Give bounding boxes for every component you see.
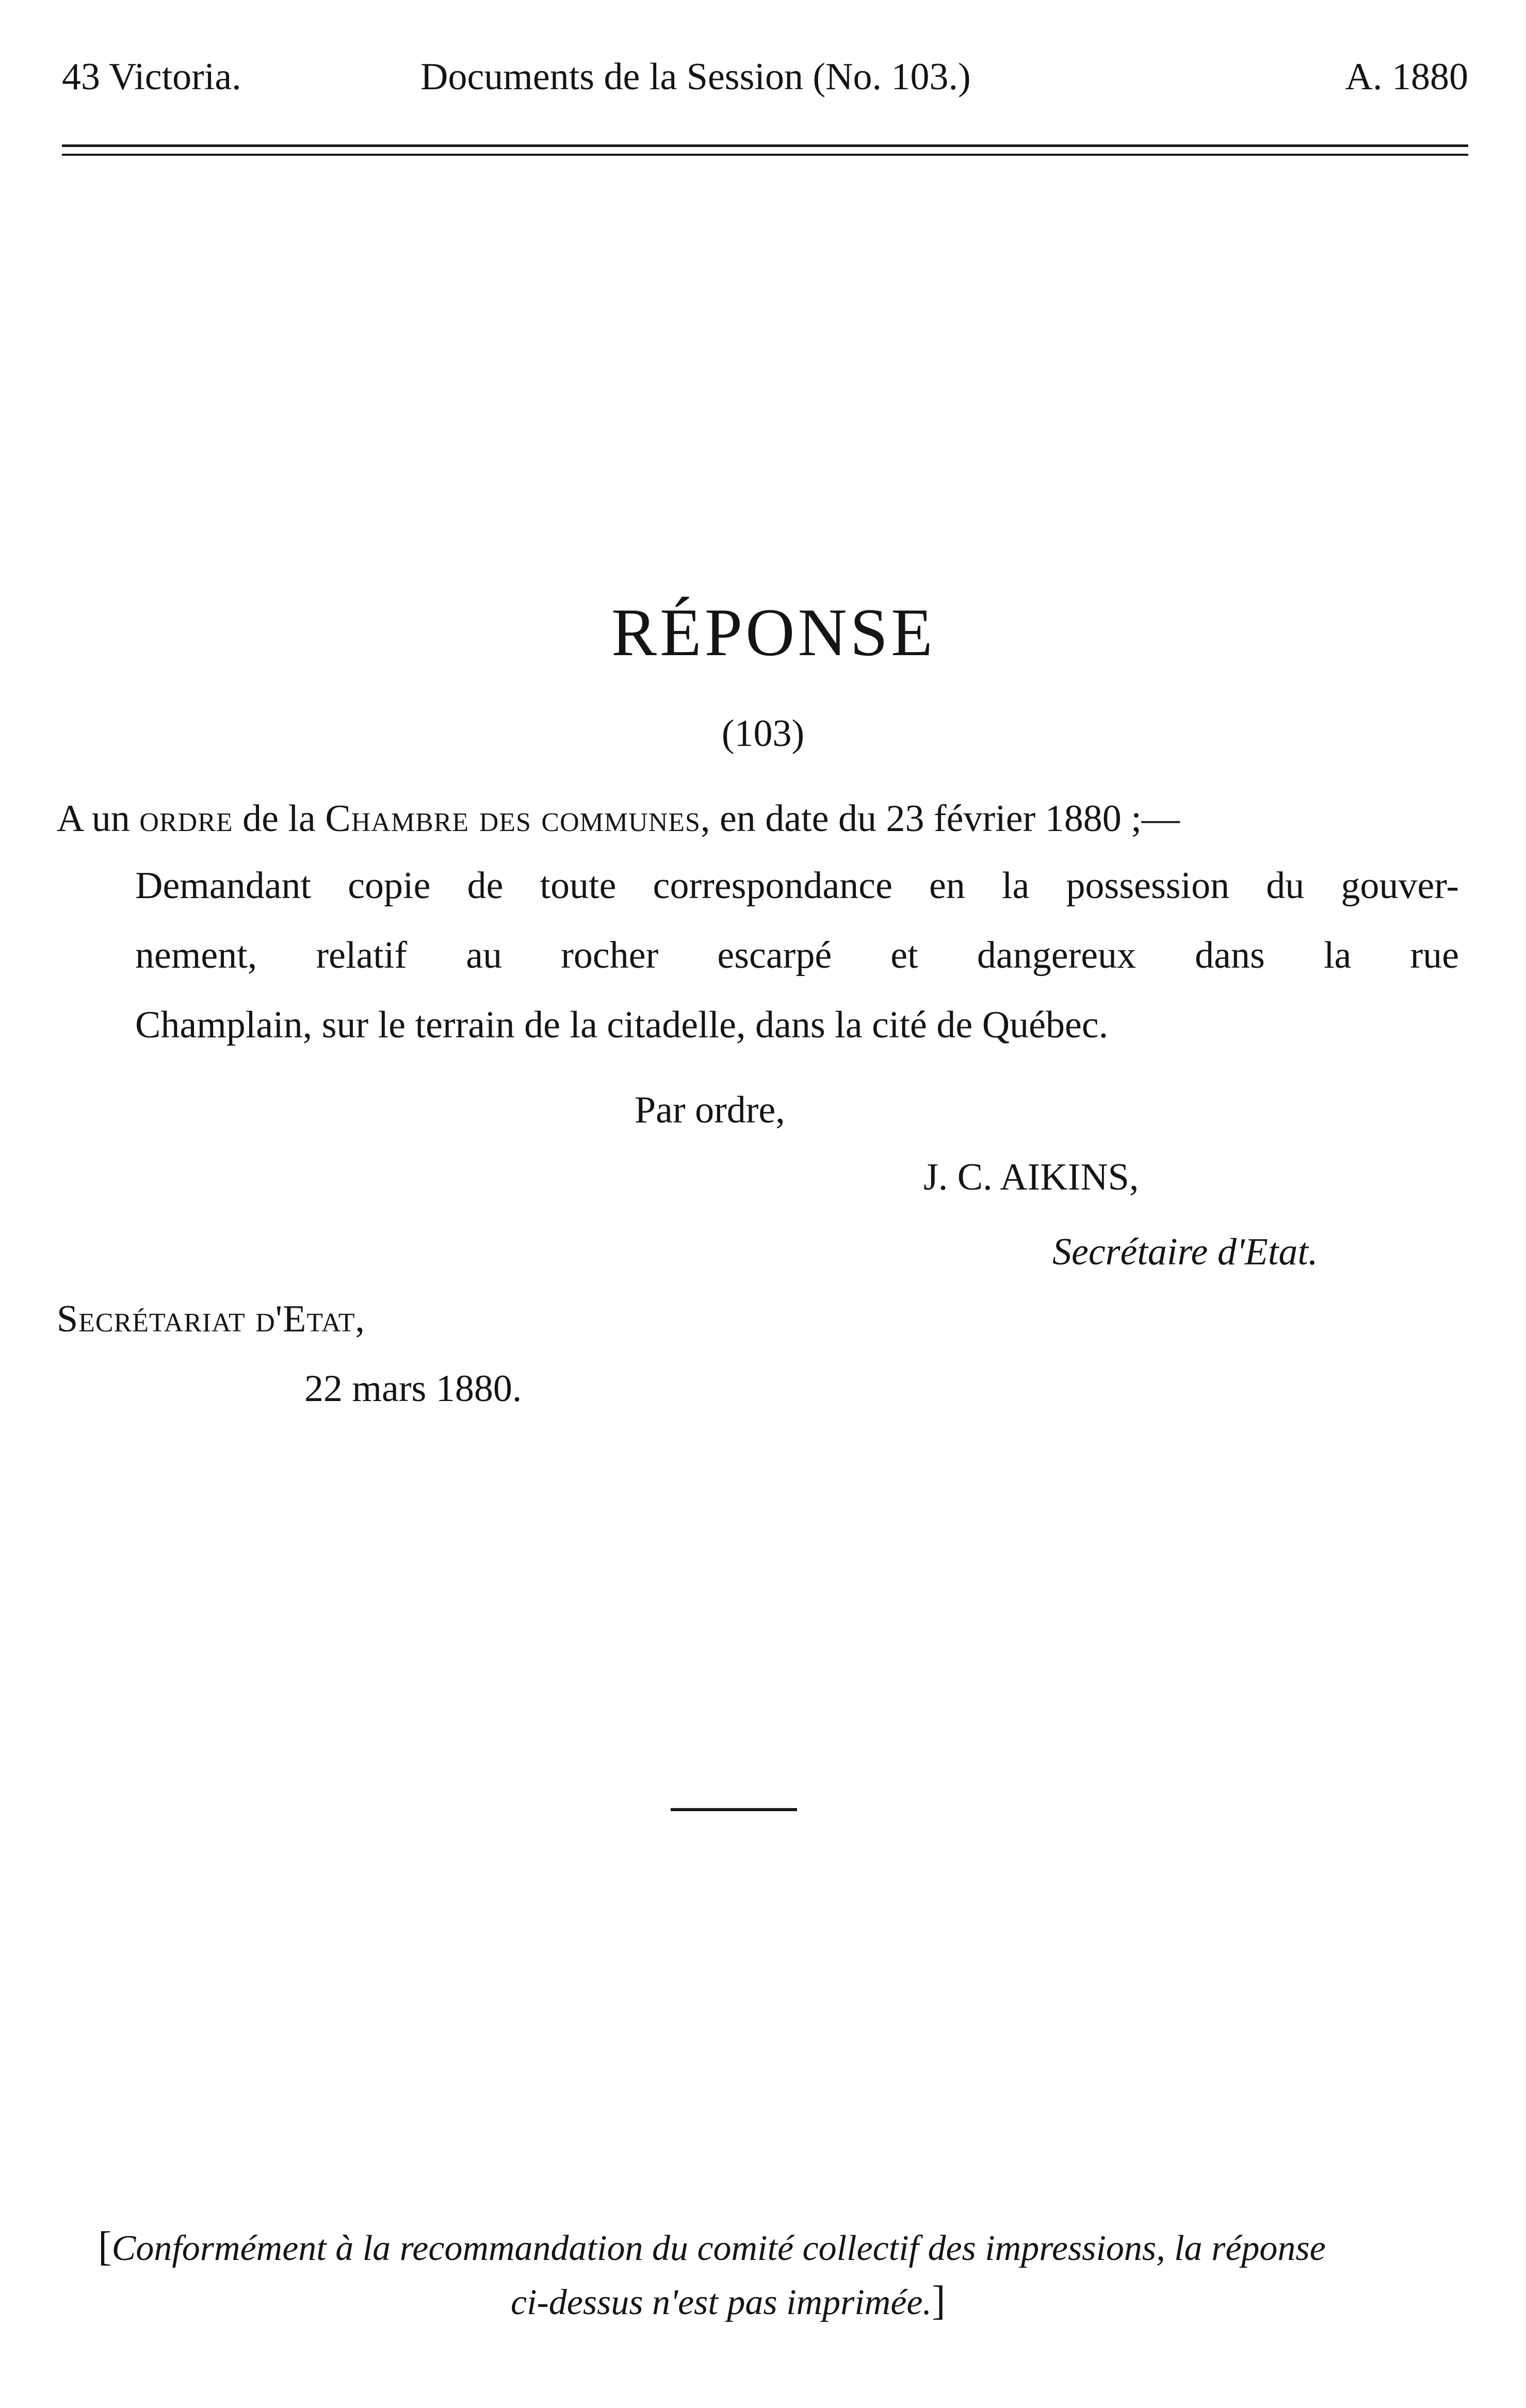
footnote-line-2 (511, 2280, 946, 2321)
footnote-text-2: ci-dessus n'est pas imprimée. (511, 2283, 932, 2322)
order-date: , en date du 23 février 1880 ;— (700, 798, 1180, 840)
footnote-line-1 (98, 2226, 1326, 2267)
order-line (57, 800, 1469, 838)
header-document-title: Documents de la Session (No. 103.) (420, 56, 971, 98)
order-word: ordre (139, 798, 233, 840)
par-ordre: Par ordre, (635, 1089, 785, 1131)
footnote-open-bracket: [ (98, 2224, 112, 2269)
department-name: Secrétariat d'Etat, (57, 1298, 365, 1340)
footnote-close-bracket: ] (931, 2278, 946, 2323)
page-title: RÉPONSE (611, 594, 936, 670)
order-prefix: A un (57, 798, 130, 840)
section-divider (671, 1808, 797, 1811)
header-year: A. 1880 (1345, 56, 1468, 98)
demand-line-2: nement, relatif au rocher escarpé et dangereux dans la rue (135, 934, 1459, 977)
chamber-name: Chambre des communes (325, 798, 701, 840)
header-rule-thin (62, 154, 1468, 156)
header-session-year: 43 Victoria. (62, 56, 241, 98)
footnote-text-1: Conformément à la recommandation du comité collectif des impressions, la réponse (111, 2228, 1326, 2268)
document-date: 22 mars 1880. (304, 1368, 522, 1410)
order-de-la: de la (242, 798, 316, 840)
document-number: (103) (721, 712, 805, 755)
signatory-name: J. C. AIKINS, (923, 1156, 1139, 1198)
header-rule-thick (62, 144, 1468, 147)
demand-line-1: Demandant copie de toute correspondance en la possession du gouver- (135, 865, 1459, 907)
demand-line-3: Champlain, sur le terrain de la citadelle, dans la cité de Québec. (135, 1004, 1109, 1046)
signatory-title: Secrétaire d'Etat. (1052, 1231, 1318, 1273)
